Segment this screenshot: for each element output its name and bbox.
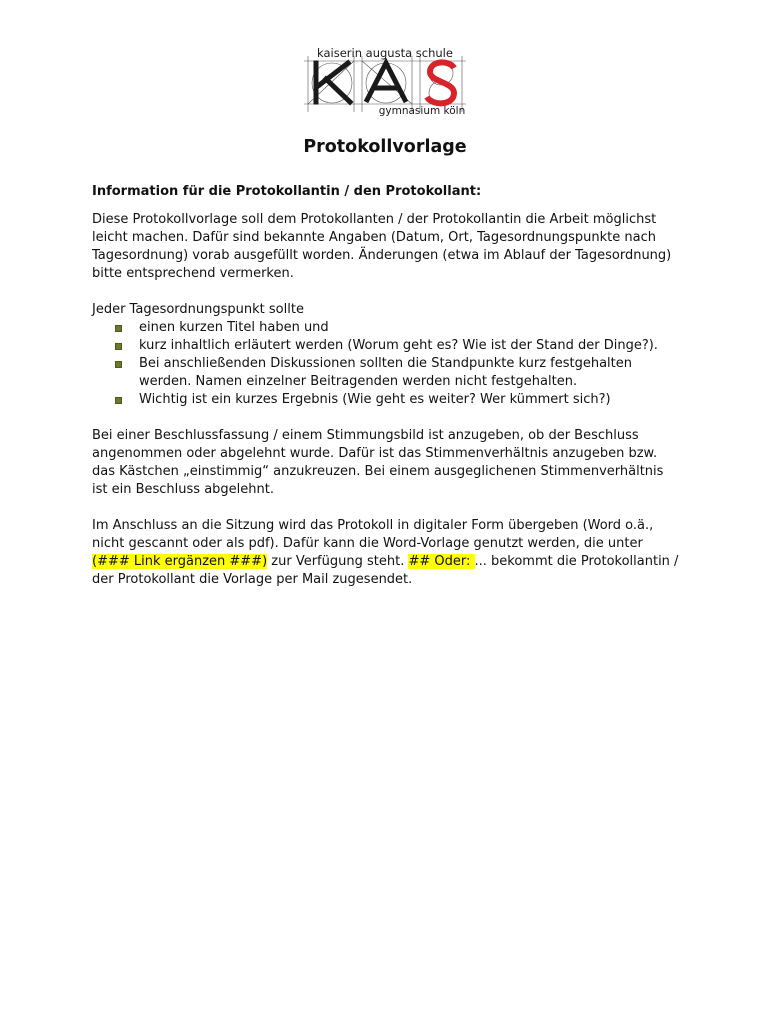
info-heading: Information für die Protokollantin / den Protokollant: xyxy=(92,184,482,199)
bullet-icon xyxy=(115,325,122,332)
list-intro: Jeder Tagesordnungspunkt sollte xyxy=(92,302,304,317)
svg-text:kaiserin augusta schule: kaiserin augusta schule xyxy=(317,46,453,60)
list-item: kurz inhaltlich erläutert werden (Worum geht es? Wie ist der Stand der Dinge?). xyxy=(139,337,682,355)
intro-paragraph: Diese Protokollvorlage soll dem Protokollanten / der Protokollantin die Arbeit möglichst leicht machen. Dafür sind bekannte Angaben (Datum, Ort, Tagesordnungspunkte nach Tagesordnung) vorab ausgefüllt worden. Änderungen (etwa im Ablauf der Tagesordnung) bitte entsprechend vermerken. xyxy=(92,212,672,281)
list-item: Wichtig ist ein kurzes Ergebnis (Wie geht es weiter? Wer kümmert sich?) xyxy=(139,391,682,409)
list-item: einen kurzen Titel haben und xyxy=(139,319,682,337)
list-item: Bei anschließenden Diskussionen sollten die Standpunkte kurz festgehalten werden. Namen einzelner Beitragenden werden nicht festgehalten. xyxy=(139,355,682,391)
submission-paragraph: Im Anschluss an die Sitzung wird das Protokoll in digitaler Form übergeben (Word o.ä., nicht gescannt oder als pdf). Dafür kann die Word-Vorlage genutzt werden, die unter (### Link ergänzen ###) zur Verfügung steht. ## Oder: ... bekommt die Protokollantin / der Protokollant die Vorlage per Mail zugesendet. xyxy=(92,518,679,587)
link-placeholder-highlight: (### Link ergänzen ###) xyxy=(92,554,268,569)
document-title: Protokollvorlage xyxy=(303,137,467,157)
bullet-icon xyxy=(115,343,122,350)
resolution-paragraph: Bei einer Beschlussfassung / einem Stimmungsbild ist anzugeben, ob der Beschluss angenommen oder abgelehnt wurde. Dafür ist das Stimmenverhältnis anzugeben bzw. das Kästchen „einstimmig“ anzukreuzen. Bei einem ausgeglichenen Stimmenverhältnis ist ein Beschluss abgelehnt. xyxy=(92,428,664,497)
bullet-icon xyxy=(115,361,122,368)
document-body xyxy=(92,183,682,589)
bullet-icon xyxy=(115,397,122,404)
svg-text:gymnasium köln: gymnasium köln xyxy=(378,105,466,117)
alternative-placeholder-highlight: ## Oder: xyxy=(408,554,475,569)
kas-logo-image xyxy=(304,46,466,118)
school-logo xyxy=(304,46,466,118)
agenda-item-rules-list xyxy=(92,319,682,409)
